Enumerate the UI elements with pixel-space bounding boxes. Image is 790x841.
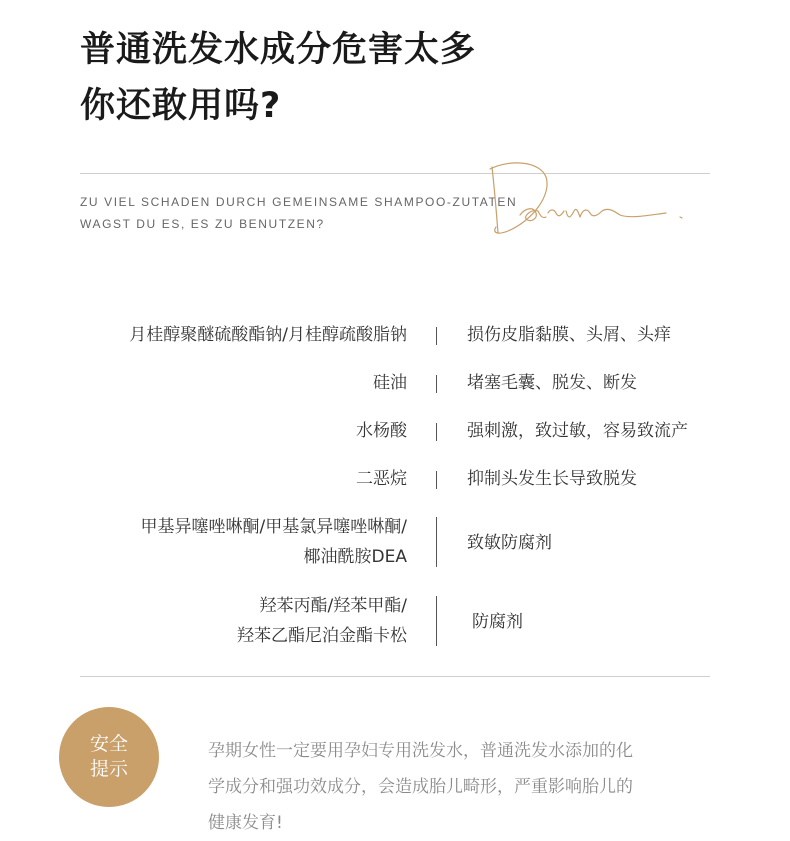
subtitle-line-2: WAGST DU ES, ES ZU BENUTZEN? bbox=[80, 217, 325, 231]
row-separator bbox=[436, 471, 437, 489]
row-separator bbox=[436, 423, 437, 441]
bottom-divider bbox=[80, 676, 710, 677]
safety-tip-badge bbox=[59, 707, 159, 807]
ingredient-name: 月桂醇聚醚硫酸酯钠/月桂醇疏酸脂钠 bbox=[129, 325, 407, 345]
ingredient-name: 硅油 bbox=[373, 373, 407, 393]
harm-description: 损伤皮脂黏膜、头屑、头痒 bbox=[467, 325, 671, 345]
title-line-2: 你还敢用吗? bbox=[80, 86, 282, 126]
harm-description: 抑制头发生长导致脱发 bbox=[467, 469, 637, 489]
row-separator bbox=[436, 517, 437, 567]
note-line-3: 健康发育! bbox=[208, 813, 283, 833]
ingredient-name: 甲基异噻唑啉酮/甲基氯异噻唑啉酮/ 椰油酰胺DEA bbox=[140, 517, 407, 567]
title-line-1: 普通洗发水成分危害太多 bbox=[80, 30, 477, 70]
harm-description: 堵塞毛囊、脱发、断发 bbox=[467, 373, 637, 393]
harm-description: 致敏防腐剂 bbox=[467, 533, 552, 553]
harm-description: 防腐剂 bbox=[472, 612, 523, 632]
subtitle-line-1: ZU VIEL SCHADEN DURCH GEMEINSAME SHAMPOO-ZUTATEN bbox=[80, 195, 518, 209]
row-separator bbox=[436, 375, 437, 393]
page-title bbox=[80, 22, 476, 134]
note-line-1: 孕期女性一定要用孕妇专用洗发水，普通洗发水添加的化 bbox=[208, 741, 633, 761]
note-line-2: 学成分和强功效成分，会造成胎儿畸形，严重影响胎儿的 bbox=[208, 777, 633, 797]
badge-line-2: 提示 bbox=[89, 758, 128, 780]
ingredient-name: 二恶烷 bbox=[356, 469, 407, 489]
ingredient-name: 羟苯丙酯/羟苯甲酯/ 羟苯乙酯尼泊金酯卡松 bbox=[237, 596, 407, 646]
harm-description: 强刺激，致过敏，容易致流产 bbox=[467, 421, 688, 441]
safety-note bbox=[208, 733, 718, 841]
german-subtitle bbox=[80, 191, 517, 235]
row-separator bbox=[436, 327, 437, 345]
signature-icon bbox=[480, 155, 710, 245]
ingredient-name: 水杨酸 bbox=[356, 421, 407, 441]
row-separator bbox=[436, 596, 437, 646]
badge-line-1: 安全 bbox=[89, 733, 128, 755]
